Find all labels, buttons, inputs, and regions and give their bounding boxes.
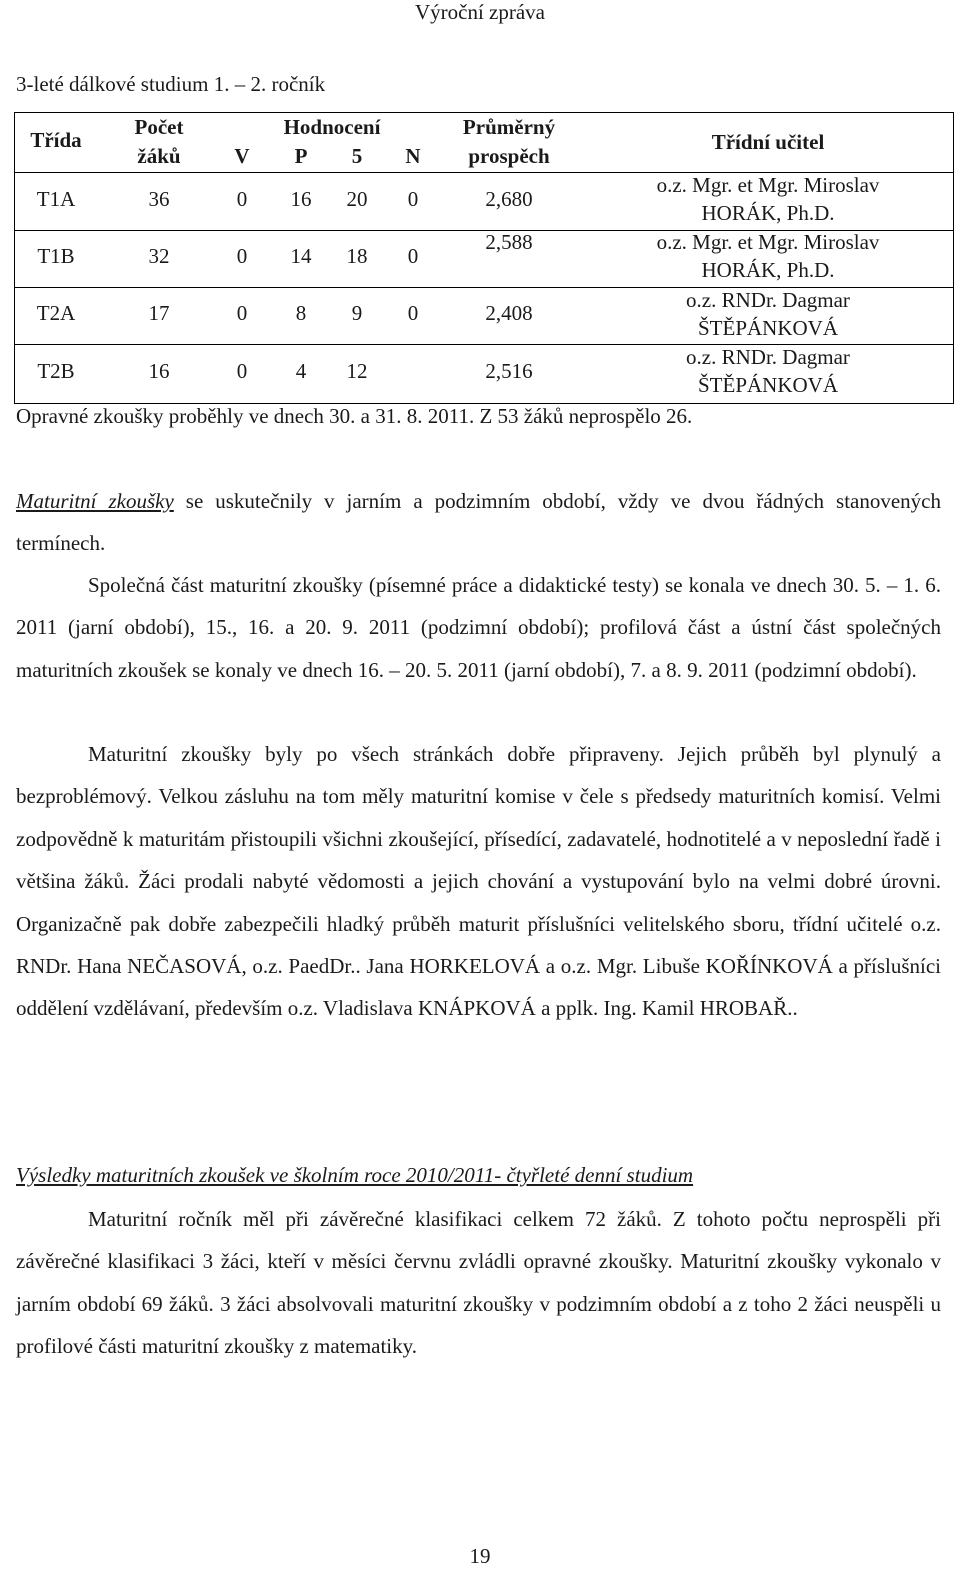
row2-n: 0 (407, 244, 419, 268)
row2-p: 14 (290, 244, 312, 268)
header-p: P (294, 144, 308, 168)
maturita-paragraph-1 (16, 480, 941, 565)
row3-trida: T2A (36, 301, 76, 325)
maturita-heading: Maturitní zkoušky (16, 489, 174, 513)
row4-ucitel-1: o.z. RNDr. Dagmar (686, 345, 850, 369)
row4-pocet: 16 (148, 359, 170, 383)
header-n: N (405, 144, 421, 168)
row3-pocet: 17 (148, 301, 170, 325)
maturita-paragraph-2: Společná část maturitní zkoušky (písemné práce a didaktické testy) se konala ve dnech 30. 5. – 1. 6. 2011 (jarní období), 15., 16. a 20. 9. 2011 (podzimní období); profilová část a ústní část společných maturitních zkoušek se konaly ve dnech 16. – 20. 5. 2011 (jarní období), 7. a 8. 9. 2011 (podzimní období). (16, 573, 941, 682)
header-pocet-2: žáků (137, 144, 181, 168)
header-5: 5 (351, 144, 363, 168)
row1-p: 16 (290, 187, 312, 211)
row2-trida: T1B (37, 244, 75, 268)
page-header: Výroční zpráva (414, 0, 546, 24)
row2-ucitel-2: HORÁK, Ph.D. (701, 258, 835, 282)
vysledky-title: Výsledky maturitních zkoušek ve školním roce 2010/2011- čtyřleté denní studium (16, 1163, 694, 1187)
header-prumer-1: Průměrný (462, 115, 556, 139)
row4-ucitel-2: ŠTĚPÁNKOVÁ (697, 373, 838, 397)
row1-trida: T1A (36, 187, 76, 211)
row3-n: 0 (407, 301, 419, 325)
row3-5: 9 (351, 301, 363, 325)
header-prumer-2: prospěch (468, 144, 550, 168)
row1-v: 0 (236, 187, 248, 211)
row1-pocet: 36 (148, 187, 170, 211)
row2-v: 0 (236, 244, 248, 268)
row2-ucitel-1: o.z. Mgr. et Mgr. Miroslav (656, 230, 880, 254)
maturita-p1-text: se uskutečnily v jarním a podzimním období, vždy ve dvou řádných stanovených termínech. (16, 489, 942, 556)
header-ucitel: Třídní učitel (711, 130, 825, 154)
row3-v: 0 (236, 301, 248, 325)
row1-5: 20 (346, 187, 368, 211)
row2-prumer: 2,588 (485, 230, 533, 254)
row1-ucitel-1: o.z. Mgr. et Mgr. Miroslav (656, 173, 880, 197)
header-trida: Třída (30, 128, 82, 152)
row4-trida: T2B (37, 359, 75, 383)
row4-prumer: 2,516 (485, 359, 533, 383)
row3-ucitel-1: o.z. RNDr. Dagmar (686, 288, 850, 312)
row3-ucitel-2: ŠTĚPÁNKOVÁ (697, 316, 838, 340)
row1-n: 0 (407, 187, 419, 211)
row1-ucitel-2: HORÁK, Ph.D. (701, 201, 835, 225)
row1-prumer: 2,680 (485, 187, 533, 211)
opravne-zkousky-note: Opravné zkoušky proběhly ve dnech 30. a 31. 8. 2011. Z 53 žáků neprospělo 26. (16, 404, 693, 428)
vysledky-paragraph: Maturitní ročník měl při závěrečné klasifikaci celkem 72 žáků. Z tohoto počtu neprospěli při závěrečné klasifikaci 3 žáci, kteří v měsíci červnu zvládli opravné zkoušky. Maturitní zkoušky vykonalo v jarním období 69 žáků. 3 žáci absolvovali maturitní zkoušky v podzimním období a z toho 2 žáci neuspěli u profilové části maturitní zkoušky z matematiky. (16, 1207, 941, 1359)
section-title: 3-leté dálkové studium 1. – 2. ročník (16, 72, 326, 96)
row3-p: 8 (295, 301, 307, 325)
maturita-paragraph-3: Maturitní zkoušky byly po všech stránkách dobře připraveny. Jejich průběh byl plynulý a bezproblémový. Velkou zásluhu na tom měly maturitní komise v čele s předsedy maturitních komisí. Velmi zodpovědně k maturitám přistoupili všichni zkoušející, přísedící, zadavatelé, hodnotitelé a v neposlední řadě i většina žáků. Žáci prodali nabyté vědomosti a jejich chování a vystupování bylo na velmi dobré úrovni. Organizačně pak dobře zabezpečili hladký průběh maturit příslušníci velitelského sboru, třídní učitelé o.z. RNDr. Hana NEČASOVÁ, o.z. PaedDr.. Jana HORKELOVÁ a o.z. Mgr. Libuše KOŘÍNKOVÁ a příslušníci oddělení vzdělávaní, především o.z. Vladislava KNÁPKOVÁ a pplk. Ing. Kamil HROBAŘ.. (16, 742, 941, 1021)
header-hodnoceni: Hodnocení (283, 115, 381, 139)
class-results-table (14, 112, 954, 404)
row2-pocet: 32 (148, 244, 170, 268)
header-pocet-1: Počet (134, 115, 184, 139)
row2-5: 18 (346, 244, 368, 268)
header-v: V (234, 144, 250, 168)
page-number: 19 (469, 1544, 491, 1568)
row4-p: 4 (295, 359, 307, 383)
row3-prumer: 2,408 (485, 301, 533, 325)
row4-5: 12 (346, 359, 368, 383)
row4-v: 0 (236, 359, 248, 383)
